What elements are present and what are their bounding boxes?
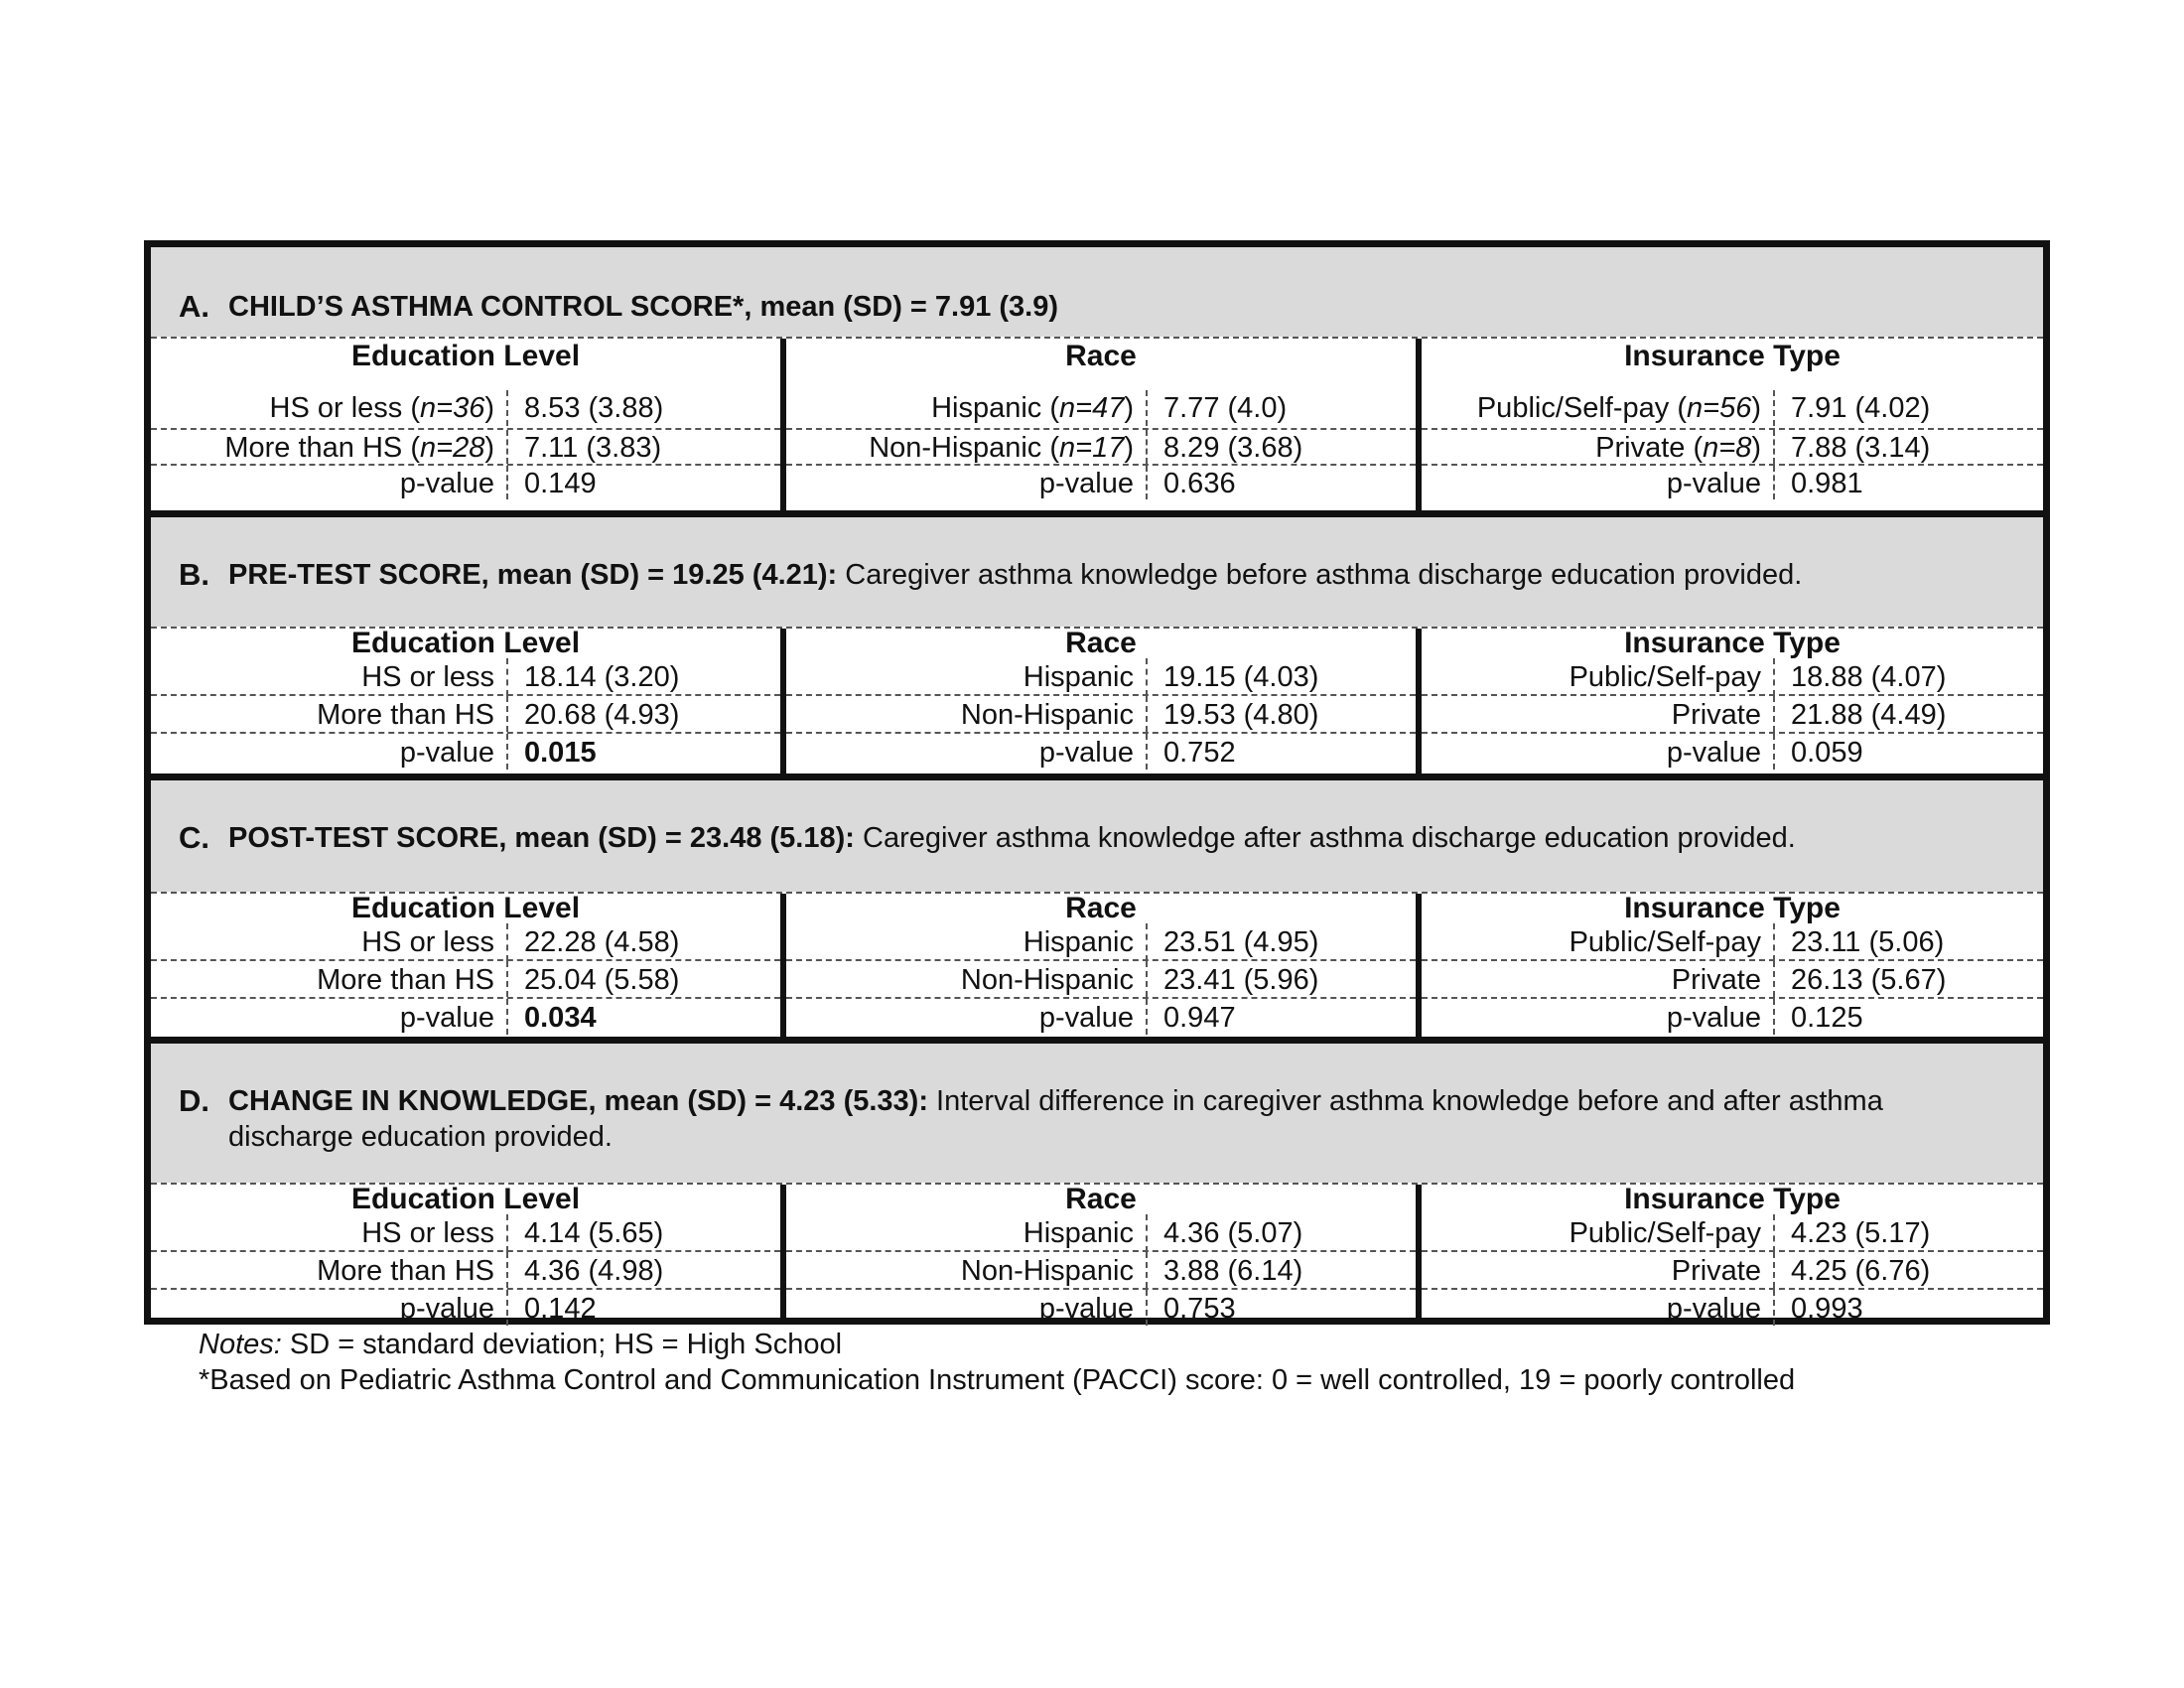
p-value-row xyxy=(1422,997,2043,1035)
row-label: p-value xyxy=(786,1290,1148,1326)
section-description: Caregiver asthma knowledge after asthma discharge education provided. xyxy=(854,822,1796,854)
row-label: Non-Hispanic xyxy=(786,961,1148,997)
row-label: Hispanic (n=47) xyxy=(786,390,1148,426)
row-label: Non-Hispanic xyxy=(786,1252,1148,1288)
row-label: HS or less (n=36) xyxy=(151,390,508,426)
table-row xyxy=(151,390,780,426)
p-value: 0.752 xyxy=(1163,737,1236,769)
row-label: Private (n=8) xyxy=(1422,430,1775,464)
group-heading: Education Level xyxy=(350,1183,581,1215)
sample-size: n=28 xyxy=(420,432,485,464)
mean-sd-value: 26.13 (5.67) xyxy=(1791,964,1947,996)
section-header xyxy=(151,1044,2043,1183)
section-header xyxy=(151,247,2043,337)
mean-sd-value: 23.41 (5.96) xyxy=(1163,964,1319,996)
table-row xyxy=(786,694,1416,732)
table-row xyxy=(151,959,780,997)
mean-sd-value: 18.14 (3.20) xyxy=(524,661,680,693)
row-label: p-value xyxy=(1422,734,1775,770)
section-title: CHANGE IN KNOWLEDGE, mean (SD) = 4.23 (5.33): xyxy=(228,1085,928,1117)
group-heading: Insurance Type xyxy=(1624,340,1841,372)
table-row xyxy=(1422,694,2043,732)
group-heading: Insurance Type xyxy=(1624,1183,1841,1215)
row-label: HS or less xyxy=(151,923,508,961)
row-label: p-value xyxy=(151,1290,508,1326)
p-value-row xyxy=(151,1288,780,1326)
row-label: Public/Self-pay xyxy=(1422,1214,1775,1252)
mean-sd-value: 7.77 (4.0) xyxy=(1163,392,1288,424)
table-row xyxy=(151,694,780,732)
row-label: Hispanic xyxy=(786,923,1148,961)
row-label: p-value xyxy=(151,999,508,1035)
table-row xyxy=(151,428,780,464)
mean-sd-value: 8.29 (3.68) xyxy=(1163,432,1303,464)
p-value-row xyxy=(151,464,780,499)
section-heading xyxy=(228,557,2003,593)
group-race xyxy=(780,894,1416,1039)
sample-size: n=56 xyxy=(1687,392,1752,424)
notes-label: Notes: xyxy=(199,1329,282,1360)
p-value: 0.059 xyxy=(1791,737,1863,769)
row-label: HS or less xyxy=(151,1214,508,1252)
section-b xyxy=(151,510,2043,774)
group-heading: Insurance Type xyxy=(1624,892,1841,924)
group-heading: Education Level xyxy=(350,340,581,372)
section-description: Interval difference in caregiver asthma knowledge before and after asthma discharge education provided. xyxy=(228,1085,1883,1153)
row-label: More than HS xyxy=(151,961,508,997)
table-row xyxy=(786,428,1416,464)
row-label: p-value xyxy=(786,466,1148,499)
section-header xyxy=(151,780,2043,892)
row-label: More than HS xyxy=(151,1252,508,1288)
mean-sd-value: 23.11 (5.06) xyxy=(1791,926,1945,958)
section-letter: A. xyxy=(179,289,209,324)
group-insurance-type xyxy=(1416,339,2043,512)
section-letter: C. xyxy=(179,820,209,855)
table-row xyxy=(786,959,1416,997)
table-row xyxy=(151,1250,780,1288)
mean-sd-value: 4.36 (5.07) xyxy=(1163,1217,1303,1249)
notes-definitions: SD = standard deviation; HS = High School xyxy=(281,1329,843,1360)
table-row xyxy=(1422,428,2043,464)
mean-sd-value: 4.36 (4.98) xyxy=(524,1255,664,1287)
group-insurance-type xyxy=(1416,629,2043,775)
mean-sd-value: 8.53 (3.88) xyxy=(524,392,664,424)
mean-sd-value: 4.23 (5.17) xyxy=(1791,1217,1931,1249)
subgroup-grid xyxy=(151,892,2043,1039)
p-value: 0.981 xyxy=(1791,468,1863,499)
row-label: More than HS (n=28) xyxy=(151,430,508,464)
group-education-level xyxy=(151,339,780,512)
group-heading: Education Level xyxy=(350,627,581,659)
sample-size: n=8 xyxy=(1703,432,1752,464)
row-label: p-value xyxy=(1422,1290,1775,1326)
group-education-level xyxy=(151,894,780,1039)
p-value: 0.993 xyxy=(1791,1293,1863,1325)
row-label: More than HS xyxy=(151,696,508,732)
table-row xyxy=(1422,390,2043,426)
p-value-row xyxy=(1422,1288,2043,1326)
p-value-row xyxy=(786,464,1416,499)
row-label: Hispanic xyxy=(786,658,1148,696)
group-heading: Education Level xyxy=(350,892,581,924)
row-label: Private xyxy=(1422,961,1775,997)
sample-size: n=36 xyxy=(420,392,485,424)
group-heading: Race xyxy=(1065,1183,1137,1215)
mean-sd-value: 19.53 (4.80) xyxy=(1163,699,1319,731)
mean-sd-value: 19.15 (4.03) xyxy=(1163,661,1319,693)
notes-line-1 xyxy=(199,1327,1795,1362)
row-label: p-value xyxy=(786,999,1148,1035)
row-label: Public/Self-pay xyxy=(1422,658,1775,696)
group-heading: Race xyxy=(1065,892,1137,924)
row-label: Private xyxy=(1422,1252,1775,1288)
p-value: 0.753 xyxy=(1163,1293,1236,1325)
p-value-row xyxy=(786,1288,1416,1326)
mean-sd-value: 7.91 (4.02) xyxy=(1791,392,1931,424)
group-heading: Race xyxy=(1065,627,1137,659)
mean-sd-value: 3.88 (6.14) xyxy=(1163,1255,1303,1287)
results-table xyxy=(144,240,2050,1325)
group-education-level xyxy=(151,1183,780,1325)
p-value: 0.125 xyxy=(1791,1002,1863,1034)
mean-sd-value: 7.88 (3.14) xyxy=(1791,432,1931,464)
mean-sd-value: 21.88 (4.49) xyxy=(1791,699,1947,731)
section-description: Caregiver asthma knowledge before asthma discharge education provided. xyxy=(837,559,1803,591)
subgroup-grid xyxy=(151,337,2043,512)
p-value-row xyxy=(151,732,780,770)
p-value-row xyxy=(1422,732,2043,770)
section-a xyxy=(151,247,2043,510)
row-label: p-value xyxy=(151,466,508,499)
group-insurance-type xyxy=(1416,894,2043,1039)
p-value: 0.947 xyxy=(1163,1002,1236,1034)
p-value: 0.142 xyxy=(524,1293,597,1325)
row-label: Hispanic xyxy=(786,1214,1148,1252)
p-value-row xyxy=(1422,464,2043,499)
table-notes xyxy=(199,1327,1795,1398)
table-row xyxy=(1422,1250,2043,1288)
table-row xyxy=(1422,959,2043,997)
table-row xyxy=(1422,658,2043,696)
section-title: CHILD’S ASTHMA CONTROL SCORE*, mean (SD) = 7.91 (3.9) xyxy=(228,291,1059,323)
row-label: Non-Hispanic (n=17) xyxy=(786,430,1148,464)
sample-size: n=47 xyxy=(1059,392,1125,424)
group-race xyxy=(780,339,1416,512)
p-value-row xyxy=(786,997,1416,1035)
group-education-level xyxy=(151,629,780,775)
mean-sd-value: 7.11 (3.83) xyxy=(524,432,662,464)
group-heading: Insurance Type xyxy=(1624,627,1841,659)
subgroup-grid xyxy=(151,627,2043,775)
table-row xyxy=(151,1214,780,1252)
section-heading xyxy=(228,1083,2003,1155)
row-label: Non-Hispanic xyxy=(786,696,1148,732)
section-d xyxy=(151,1037,2043,1325)
mean-sd-value: 20.68 (4.93) xyxy=(524,699,680,731)
subgroup-grid xyxy=(151,1183,2043,1325)
row-label: p-value xyxy=(151,734,508,770)
table-row xyxy=(151,923,780,961)
row-label: p-value xyxy=(786,734,1148,770)
mean-sd-value: 23.51 (4.95) xyxy=(1163,926,1319,958)
mean-sd-value: 4.25 (6.76) xyxy=(1791,1255,1931,1287)
table-row xyxy=(786,658,1416,696)
notes-line-2: *Based on Pediatric Asthma Control and Communication Instrument (PACCI) score: 0 = well controlled, 19 = poorly controlled xyxy=(199,1364,1796,1396)
row-label: HS or less xyxy=(151,658,508,696)
row-label: Public/Self-pay xyxy=(1422,923,1775,961)
row-label: p-value xyxy=(1422,999,1775,1035)
table-row xyxy=(1422,923,2043,961)
table-row xyxy=(786,923,1416,961)
table-row xyxy=(786,390,1416,426)
section-heading xyxy=(228,820,2003,856)
mean-sd-value: 22.28 (4.58) xyxy=(524,926,680,958)
table-row xyxy=(786,1214,1416,1252)
group-race xyxy=(780,629,1416,775)
p-value: 0.149 xyxy=(524,468,597,499)
mean-sd-value: 4.14 (5.65) xyxy=(524,1217,664,1249)
sample-size: n=17 xyxy=(1059,432,1125,464)
table-row xyxy=(151,658,780,696)
p-value-row xyxy=(151,997,780,1035)
group-race xyxy=(780,1183,1416,1325)
table-row xyxy=(786,1250,1416,1288)
section-c xyxy=(151,774,2043,1037)
group-heading: Race xyxy=(1065,340,1137,372)
p-value: 0.015 xyxy=(524,737,597,769)
section-letter: B. xyxy=(179,557,209,592)
mean-sd-value: 18.88 (4.07) xyxy=(1791,661,1947,693)
section-heading xyxy=(228,289,2003,325)
section-letter: D. xyxy=(179,1083,209,1118)
section-title: PRE-TEST SCORE, mean (SD) = 19.25 (4.21): xyxy=(228,559,838,591)
section-header xyxy=(151,517,2043,627)
table-row xyxy=(1422,1214,2043,1252)
group-insurance-type xyxy=(1416,1183,2043,1325)
row-label: Public/Self-pay (n=56) xyxy=(1422,390,1775,426)
p-value: 0.034 xyxy=(524,1002,597,1034)
section-title: POST-TEST SCORE, mean (SD) = 23.48 (5.18): xyxy=(228,822,855,854)
row-label: p-value xyxy=(1422,466,1775,499)
p-value: 0.636 xyxy=(1163,468,1236,499)
p-value-row xyxy=(786,732,1416,770)
row-label: Private xyxy=(1422,696,1775,732)
mean-sd-value: 25.04 (5.58) xyxy=(524,964,680,996)
